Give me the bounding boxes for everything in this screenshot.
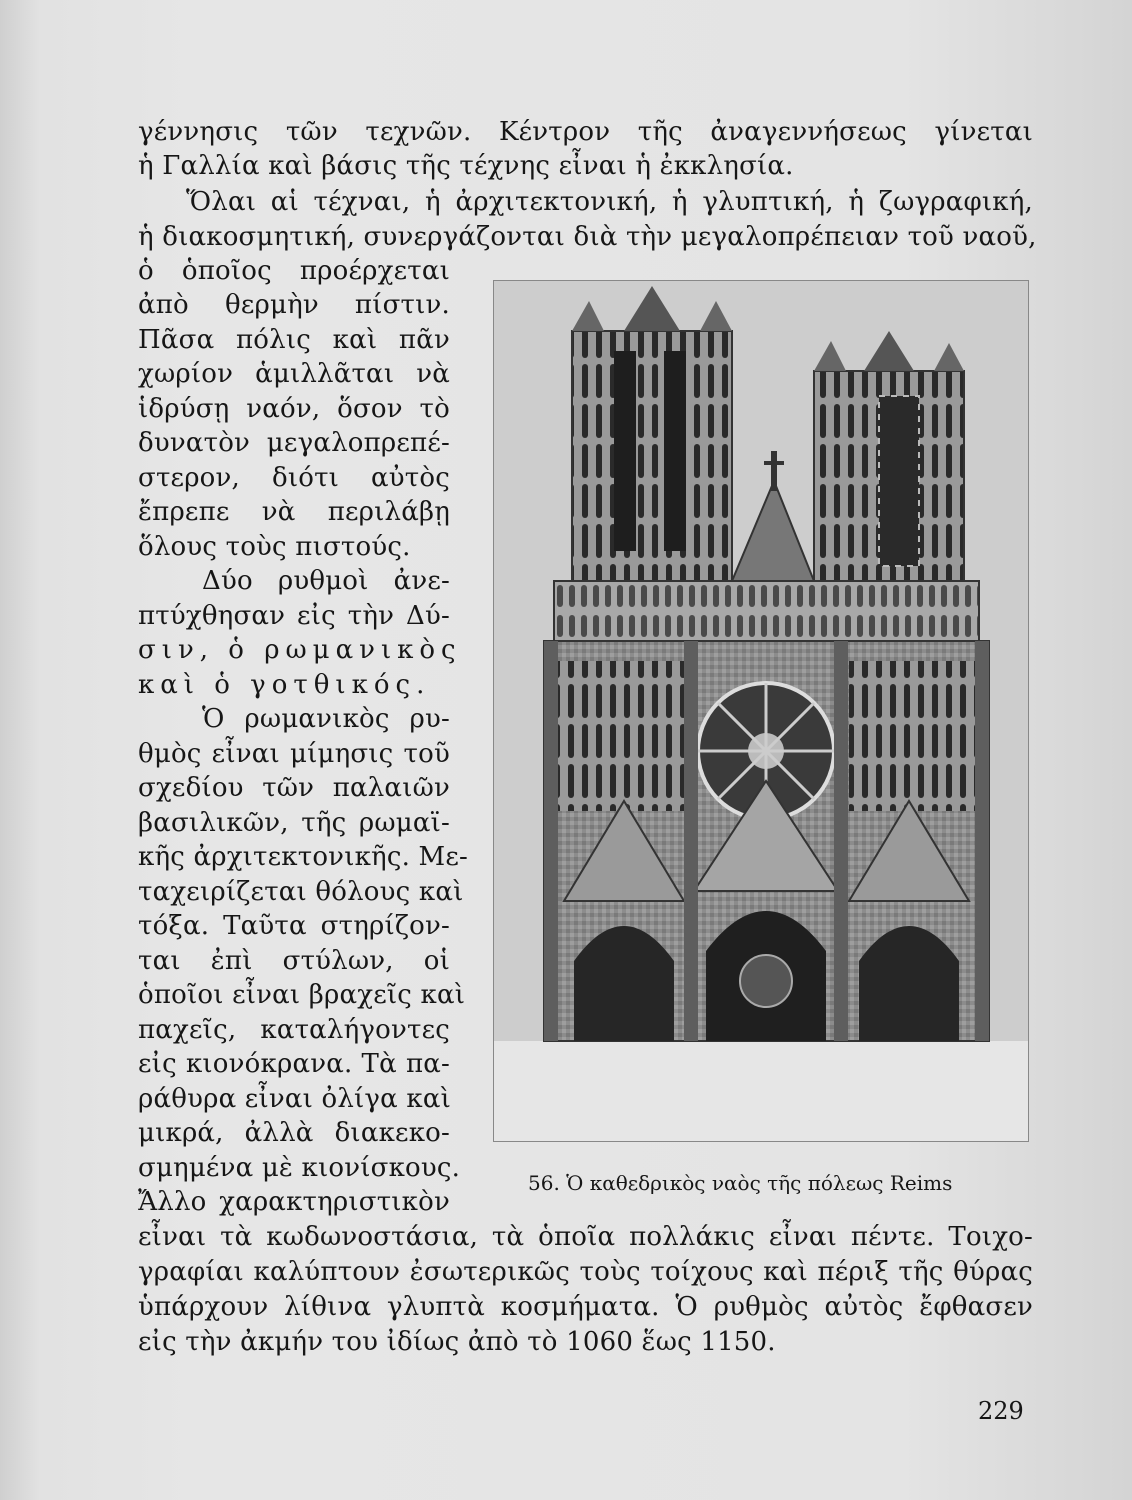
text-line: ράθυρα εἶναι ὀλίγα καὶ [138,1084,451,1114]
text-line: Ὁ ρωμανικὸς ρυ- [202,704,450,734]
text-line: θμὸς εἶναι μίμησις τοῦ [138,739,450,769]
figure-caption: 56. Ὁ καθεδρικὸς ναὸς τῆς πόλεως Reims [528,1171,953,1195]
text-line: δυνατὸν μεγαλοπρεπέ- [138,428,450,458]
text-line: εἰς κιονόκρανα. Τὰ πα- [138,1049,450,1079]
text-line: παχεῖς, καταλήγοντες [138,1015,450,1045]
text-line: ται ἐπὶ στύλων, οἱ [138,946,450,976]
text-line: ἡ διακοσμητική, συνεργάζονται διὰ τὴν μεγαλοπρέπειαν τοῦ ναοῦ, [138,222,1037,252]
cathedral-photo [493,280,1029,1142]
text-line: ἡ Γαλλία καὶ βάσις τῆς τέχνης εἶναι ἡ ἐκκλησία. [138,151,794,181]
text-line: ὁ ὁποῖος προέρχεται [138,256,450,286]
text-line: κῆς ἀρχιτεκτονικῆς. Με- [138,842,468,872]
text-line: εἰς τὴν ἀκμήν του ἰδίως ἀπὸ τὸ 1060 ἕως 1150. [138,1327,776,1357]
text-line: ὁποῖοι εἶναι βραχεῖς καὶ [138,980,466,1010]
text-line: στερον, διότι αὐτὸς [138,463,450,493]
page-number: 229 [978,1397,1024,1425]
text-line: τόξα. Ταῦτα στηρίζον- [138,911,450,941]
text-line: Ἄλλο χαρακτηριστικὸν [138,1187,450,1217]
text-line: Ὅλαι αἱ τέχναι, ἡ ἀρχιτεκτονική, ἡ γλυπτική, ἡ ζωγραφική, [186,187,1033,217]
text-line: Δύο ρυθμοὶ ἀνε- [202,566,450,596]
cathedral-illustration [494,281,1028,1141]
text-line: εἶναι τὰ κωδωνοστάσια, τὰ ὁποῖα πολλάκις εἶναι πέντε. Τοιχο- [138,1222,1033,1252]
text-line: ἀπὸ θερμὴν πίστιν. [138,290,450,320]
text-line: πτύχθησαν εἰς τὴν Δύ- [138,601,450,631]
text-line: ὅλους τοὺς πιστούς. [138,532,411,562]
text-line: γέννησις τῶν τεχνῶν. Κέντρον τῆς ἀναγεννήσεως γίνεται [138,117,1033,147]
text-line: σιν, ὁ ρωμανικὸς [138,635,462,665]
text-line: ἔπρεπε νὰ περιλάβῃ [138,497,450,527]
text-line: καὶ ὁ γοτθικός. [138,670,431,700]
text-line: σχεδίου τῶν παλαιῶν [138,773,450,803]
text-line: μικρά, ἀλλὰ διακεκο- [138,1118,450,1148]
text-line: ὑπάρχουν λίθινα γλυπτὰ κοσμήματα. Ὁ ρυθμὸς αὐτὸς ἔφθασεν [138,1292,1033,1322]
text-line: χωρίον ἁμιλλᾶται νὰ [138,359,450,389]
text-line: βασιλικῶν, τῆς ρωμαϊ- [138,808,450,838]
text-line: σμημένα μὲ κιονίσκους. [138,1153,461,1183]
text-line: ταχειρίζεται θόλους καὶ [138,877,464,907]
text-line: ἱδρύσῃ ναόν, ὅσον τὸ [138,394,450,424]
text-line: Πᾶσα πόλις καὶ πᾶν [138,325,450,355]
text-line: γραφίαι καλύπτουν ἐσωτερικῶς τοὺς τοίχους καὶ πέριξ τῆς θύρας [138,1257,1033,1287]
